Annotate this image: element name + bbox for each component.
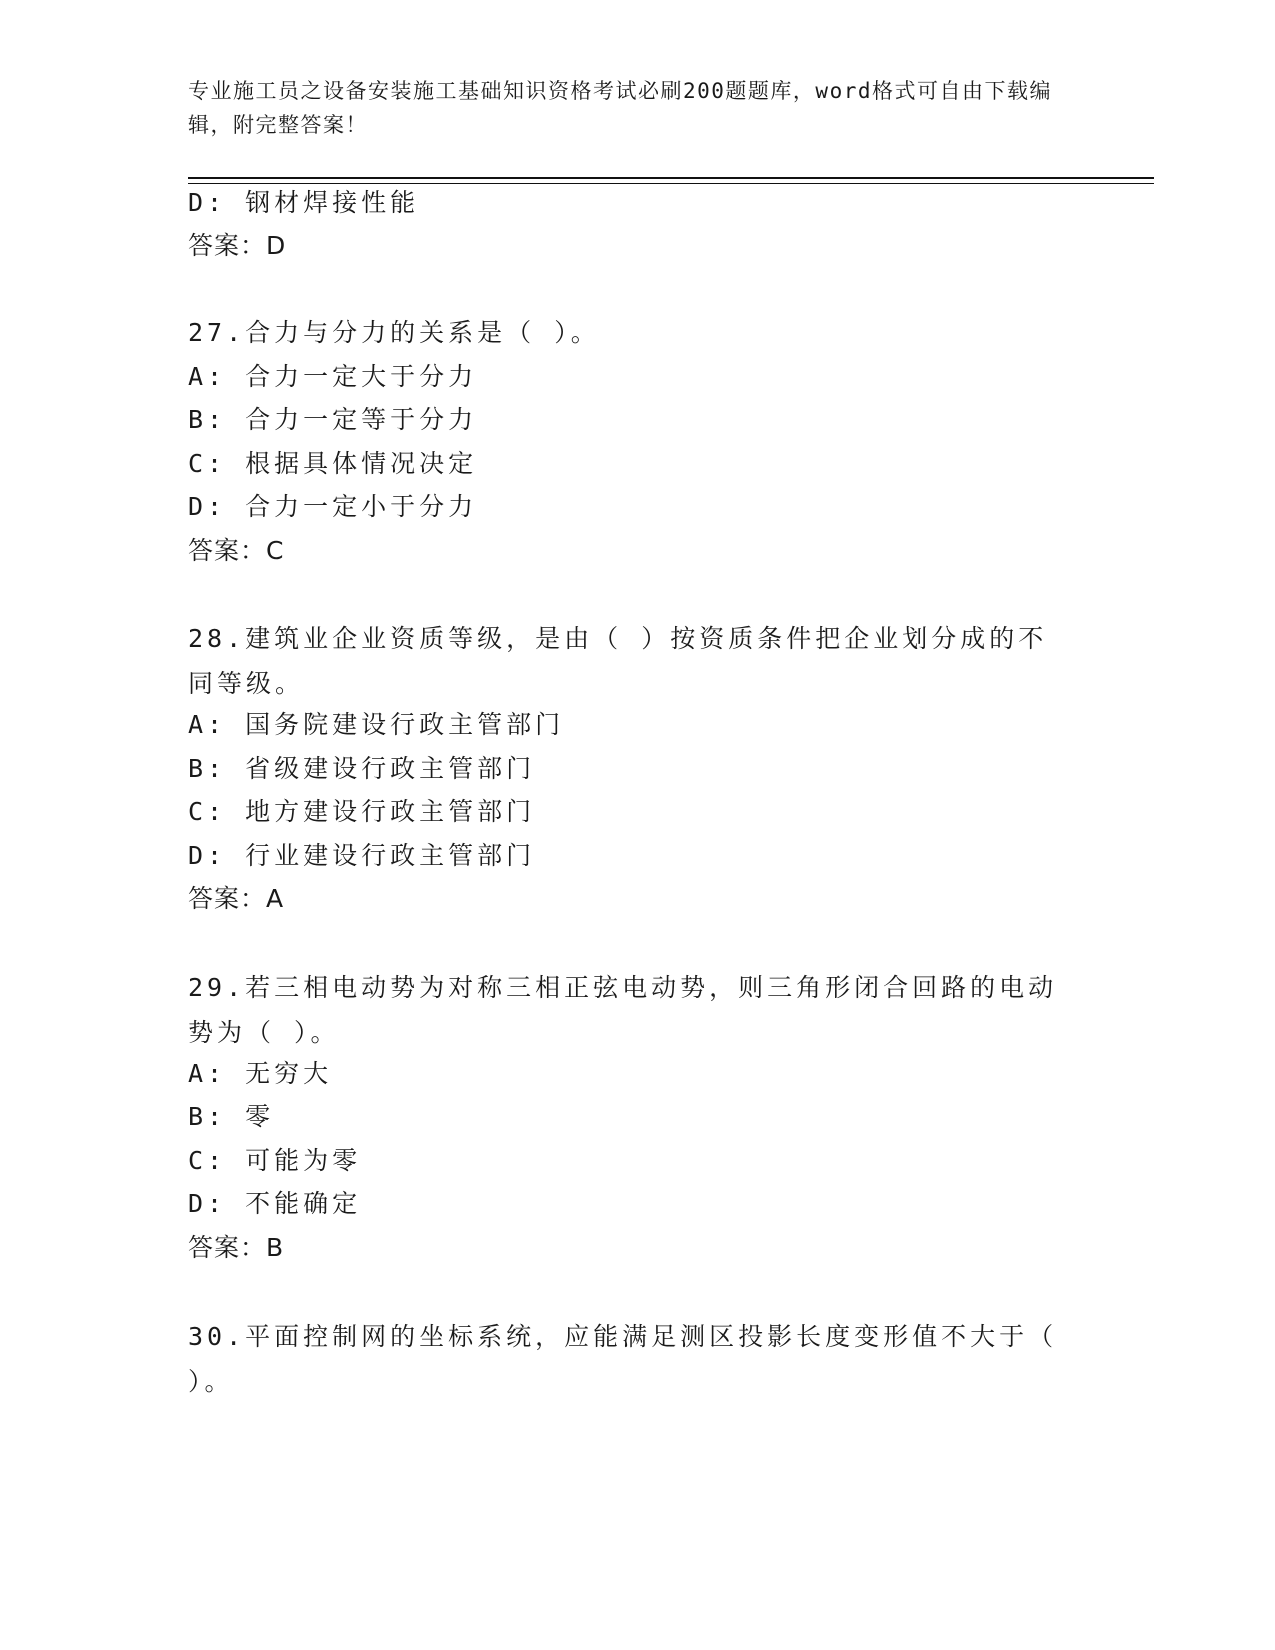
question-29-answer: 答案：B [188,1233,285,1262]
question-29-option-a: A: 无穷大 [188,1059,333,1088]
prev-option-d: D: 钢材焊接性能 [188,188,420,217]
question-28-option-b: B: 省级建设行政主管部门 [188,754,536,783]
question-27-stem: 27.合力与分力的关系是（ ）。 [188,318,600,347]
question-27-option-a: A: 合力一定大于分力 [188,362,478,391]
question-28-option-d: D: 行业建设行政主管部门 [188,841,536,870]
document-header: 专业施工员之设备安装施工基础知识资格考试必刷200题题库，word格式可自由下载编辑，附完整答案！ [188,79,1052,137]
header-rule-thin [188,183,1154,184]
question-29-stem: 29.若三相电动势为对称三相正弦电动势，则三角形闭合回路的电动势为（ ）。 [188,973,1058,1047]
question-28-option-c: C: 地方建设行政主管部门 [188,797,536,826]
question-28-option-a: A: 国务院建设行政主管部门 [188,710,565,739]
question-29-option-c: C: 可能为零 [188,1146,362,1175]
question-27-answer: 答案：C [188,536,285,565]
question-29-option-b: B: 零 [188,1102,275,1131]
header-rule-thick [188,177,1154,179]
question-27-option-d: D: 合力一定小于分力 [188,492,478,521]
question-28-stem: 28.建筑业企业资质等级，是由（ ）按资质条件把企业划分成的不同等级。 [188,624,1048,698]
question-28-answer: 答案：A [188,884,285,913]
prev-answer: 答案：D [188,231,287,260]
question-27-option-c: C: 根据具体情况决定 [188,449,478,478]
question-27-option-b: B: 合力一定等于分力 [188,405,478,434]
question-29-option-d: D: 不能确定 [188,1189,362,1218]
question-30-stem: 30.平面控制网的坐标系统，应能满足测区投影长度变形值不大于（ ）。 [188,1322,1058,1396]
